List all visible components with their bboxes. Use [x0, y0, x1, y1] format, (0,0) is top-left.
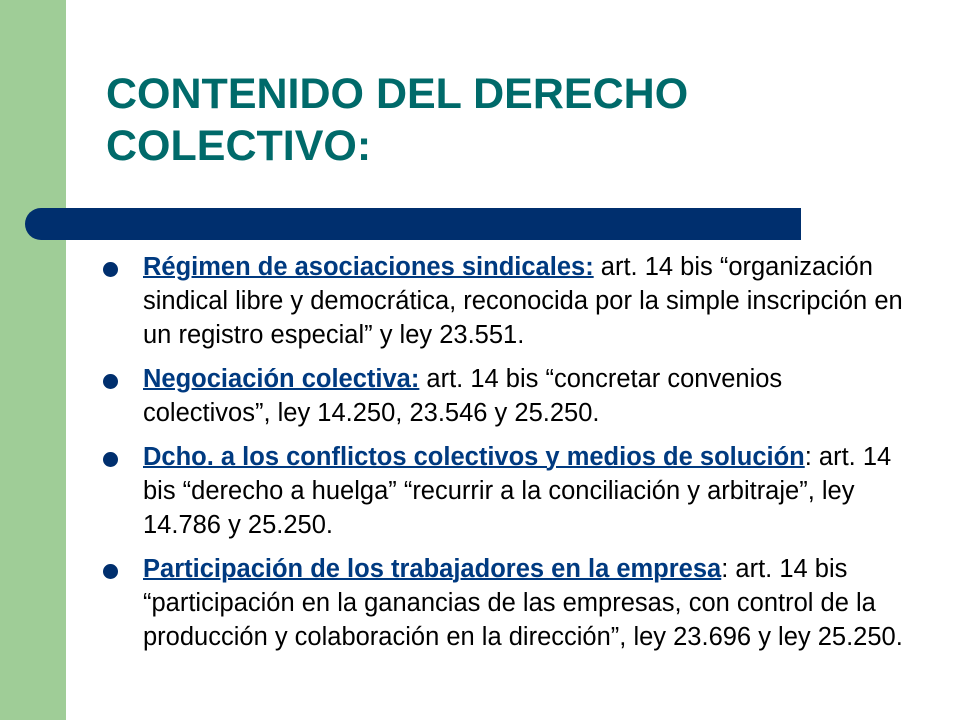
bullet-dot-icon — [103, 374, 118, 389]
bullet-heading: Participación de los trabajadores en la empresa — [143, 555, 722, 583]
title-rule-bar — [25, 208, 801, 240]
bullet-item — [100, 440, 910, 542]
bullet-dot-icon — [103, 262, 118, 277]
bullet-heading: Negociación colectiva: — [143, 365, 420, 393]
bullet-heading: Régimen de asociaciones sindicales: — [143, 253, 594, 281]
bullet-dot-icon — [103, 452, 118, 467]
bullet-text: : art. 14 bis “derecho a huelga” “recurrir a la conciliación y arbitraje”, ley 14.786 y 25.250. — [143, 443, 892, 539]
bullet-list — [100, 250, 910, 664]
bullet-text: art. 14 bis “concretar convenios colectivos”, ley 14.250, 23.546 y 25.250. — [143, 365, 783, 427]
bullet-dot-icon — [103, 564, 118, 579]
bullet-item — [100, 362, 910, 430]
bullet-heading: Dcho. a los conflictos colectivos y medios de solución — [143, 443, 805, 471]
bullet-text: : art. 14 bis “participación en la ganancias de las empresas, con control de la producción y colaboración en la dirección”, ley 23.696 y ley 25.250. — [143, 555, 903, 651]
bullet-item — [100, 552, 910, 654]
slide-title: CONTENIDO DEL DERECHO COLECTIVO: — [106, 70, 689, 170]
bullet-item — [100, 250, 910, 352]
bullet-text: art. 14 bis “organización sindical libre y democrática, reconocida por la simple inscripción en un registro especial” y ley 23.551. — [143, 253, 903, 349]
